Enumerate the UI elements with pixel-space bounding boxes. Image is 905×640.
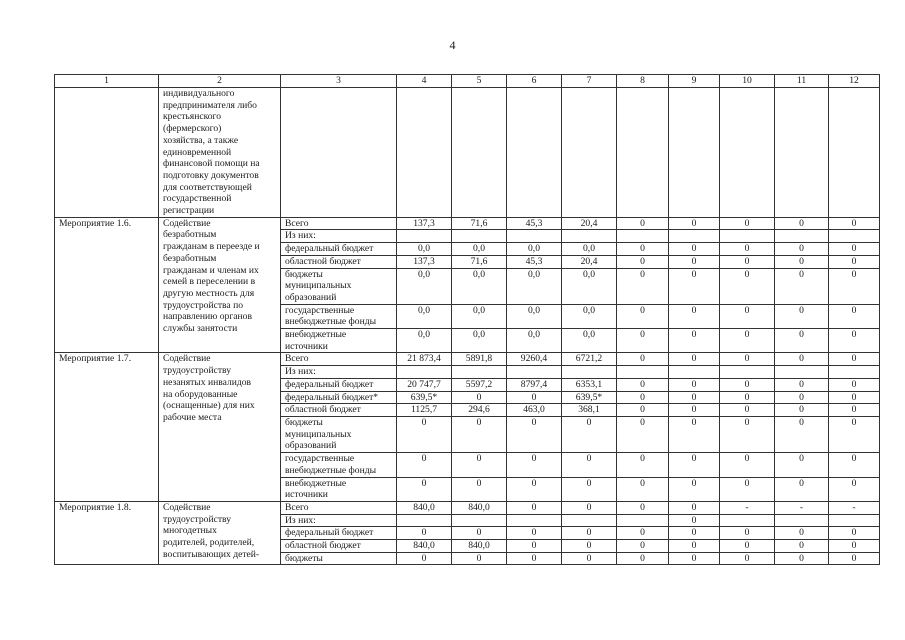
value-cell: 0 (829, 304, 880, 328)
value-cell: 0 (720, 243, 775, 256)
value-cell: 0 (829, 391, 880, 404)
value-cell: 0 (720, 268, 775, 304)
value-cell: 0 (829, 217, 880, 230)
value-cell (397, 366, 452, 379)
value-cell (720, 88, 775, 218)
funding-source-cell: внебюджетные источники (281, 477, 397, 501)
value-cell: 0 (669, 243, 720, 256)
value-cell: 0 (397, 453, 452, 477)
value-cell: 0 (775, 243, 829, 256)
value-cell (669, 366, 720, 379)
column-header: 5 (452, 75, 507, 88)
column-header: 9 (669, 75, 720, 88)
value-cell: 0 (829, 527, 880, 540)
value-cell: 0 (562, 552, 617, 565)
value-cell: 0 (562, 477, 617, 501)
funding-source-cell: Из них: (281, 514, 397, 527)
value-cell: 0,0 (507, 268, 562, 304)
value-cell: 0 (829, 255, 880, 268)
value-cell: 0 (617, 304, 669, 328)
value-cell: 0 (452, 416, 507, 452)
column-header: 11 (775, 75, 829, 88)
value-cell (452, 230, 507, 243)
value-cell: 0 (720, 416, 775, 452)
value-cell: 0 (720, 378, 775, 391)
value-cell (452, 88, 507, 218)
value-cell: 6721,2 (562, 353, 617, 366)
value-cell: 0,0 (507, 329, 562, 353)
column-header-row (55, 75, 880, 88)
value-cell: 0 (775, 404, 829, 417)
value-cell: 0 (775, 304, 829, 328)
value-cell: 0 (775, 552, 829, 565)
budget-table (54, 74, 880, 565)
value-cell: 0 (829, 416, 880, 452)
value-cell: 0 (452, 477, 507, 501)
funding-source-cell: государственные внебюджетные фонды (281, 453, 397, 477)
value-cell: 0 (562, 453, 617, 477)
value-cell: - (829, 501, 880, 514)
funding-source-cell: федеральный бюджет* (281, 391, 397, 404)
value-cell: 0 (829, 268, 880, 304)
page-number: 4 (449, 38, 456, 52)
value-cell (452, 514, 507, 527)
value-cell: - (775, 501, 829, 514)
value-cell: 0 (617, 391, 669, 404)
funding-source-cell: Всего (281, 501, 397, 514)
funding-source-cell: бюджеты муниципальных образований (281, 416, 397, 452)
table-row (55, 353, 880, 366)
event-description-cell: Содействие трудоустройству многодетных родителей, родителей, воспитывающих детей- (159, 501, 281, 565)
value-cell: 0 (562, 527, 617, 540)
funding-source-cell: областной бюджет (281, 404, 397, 417)
value-cell: 0 (617, 453, 669, 477)
value-cell: 0,0 (562, 243, 617, 256)
column-header: 1 (55, 75, 159, 88)
value-cell: 0 (507, 527, 562, 540)
value-cell: 0 (617, 477, 669, 501)
value-cell (281, 88, 397, 218)
value-cell: 0 (720, 552, 775, 565)
table-row (55, 501, 880, 514)
column-header: 3 (281, 75, 397, 88)
value-cell (617, 88, 669, 218)
value-cell: 0 (452, 527, 507, 540)
column-header: 2 (159, 75, 281, 88)
value-cell: 0 (397, 477, 452, 501)
event-name-cell (55, 88, 159, 218)
value-cell (775, 514, 829, 527)
value-cell: 0 (669, 378, 720, 391)
value-cell: 0 (617, 255, 669, 268)
value-cell: 0,0 (397, 268, 452, 304)
event-description-cell: индивидуального предпринимателя либо крестьянского (фермерского) хозяйства, а также единовременной финансовой помощи на подготовку документов для соответствующей государственной регистрации (159, 88, 281, 218)
value-cell (775, 366, 829, 379)
funding-source-cell: внебюджетные источники (281, 329, 397, 353)
value-cell (720, 514, 775, 527)
value-cell (562, 88, 617, 218)
value-cell: 0 (507, 453, 562, 477)
value-cell: 0 (562, 416, 617, 452)
value-cell: 0 (720, 477, 775, 501)
value-cell: 0 (669, 391, 720, 404)
funding-source-cell: федеральный бюджет (281, 378, 397, 391)
value-cell: 0,0 (397, 304, 452, 328)
value-cell: 0 (669, 404, 720, 417)
value-cell (507, 366, 562, 379)
value-cell: 0 (507, 552, 562, 565)
value-cell (669, 88, 720, 218)
funding-source-cell: федеральный бюджет (281, 243, 397, 256)
funding-source-cell: государственные внебюджетные фонды (281, 304, 397, 328)
value-cell: 0 (829, 552, 880, 565)
value-cell: - (720, 501, 775, 514)
table-row (55, 88, 880, 218)
value-cell: 0 (617, 353, 669, 366)
value-cell (397, 514, 452, 527)
value-cell (720, 230, 775, 243)
value-cell: 0 (775, 391, 829, 404)
value-cell: 0,0 (397, 243, 452, 256)
value-cell: 71,6 (452, 255, 507, 268)
value-cell: 0 (669, 329, 720, 353)
value-cell: 0 (562, 501, 617, 514)
value-cell: 0 (829, 453, 880, 477)
value-cell: 0 (617, 329, 669, 353)
value-cell: 0 (617, 552, 669, 565)
value-cell: 0 (775, 268, 829, 304)
value-cell: 0 (829, 378, 880, 391)
value-cell: 0 (669, 501, 720, 514)
value-cell (829, 514, 880, 527)
value-cell: 0,0 (452, 304, 507, 328)
value-cell: 0 (829, 243, 880, 256)
value-cell: 0 (720, 404, 775, 417)
value-cell (397, 230, 452, 243)
value-cell: 0 (829, 540, 880, 553)
value-cell: 1125,7 (397, 404, 452, 417)
value-cell (507, 514, 562, 527)
value-cell: 45,3 (507, 255, 562, 268)
value-cell: 0 (507, 540, 562, 553)
value-cell: 0 (669, 268, 720, 304)
column-header: 10 (720, 75, 775, 88)
value-cell: 0 (507, 391, 562, 404)
funding-source-cell: Всего (281, 353, 397, 366)
value-cell: 0 (397, 527, 452, 540)
value-cell: 0 (720, 391, 775, 404)
value-cell (617, 514, 669, 527)
value-cell: 0 (775, 329, 829, 353)
value-cell (829, 88, 880, 218)
value-cell: 6353,1 (562, 378, 617, 391)
value-cell: 0 (829, 329, 880, 353)
value-cell: 0 (507, 477, 562, 501)
value-cell (507, 88, 562, 218)
funding-source-cell: федеральный бюджет (281, 527, 397, 540)
value-cell: 0 (617, 416, 669, 452)
value-cell: 0 (617, 243, 669, 256)
value-cell: 21 873,4 (397, 353, 452, 366)
funding-source-cell: бюджеты муниципальных образований (281, 268, 397, 304)
value-cell: 20,4 (562, 255, 617, 268)
value-cell: 0 (775, 540, 829, 553)
value-cell: 0 (397, 552, 452, 565)
value-cell (775, 88, 829, 218)
value-cell: 0 (720, 527, 775, 540)
value-cell: 0 (617, 404, 669, 417)
funding-source-cell: бюджеты (281, 552, 397, 565)
value-cell: 9260,4 (507, 353, 562, 366)
value-cell: 0 (669, 540, 720, 553)
event-name-cell: Мероприятие 1.7. (55, 353, 159, 501)
value-cell: 5891,8 (452, 353, 507, 366)
funding-source-cell: областной бюджет (281, 255, 397, 268)
funding-source-cell: Из них: (281, 230, 397, 243)
value-cell: 0 (829, 353, 880, 366)
value-cell: 0,0 (562, 268, 617, 304)
funding-source-cell: Всего (281, 217, 397, 230)
table-body (55, 75, 880, 565)
value-cell (562, 230, 617, 243)
value-cell (775, 230, 829, 243)
value-cell: 0 (617, 501, 669, 514)
value-cell: 0 (775, 353, 829, 366)
event-name-cell: Мероприятие 1.6. (55, 217, 159, 353)
value-cell: 0,0 (507, 243, 562, 256)
value-cell: 639,5* (397, 391, 452, 404)
value-cell (562, 366, 617, 379)
value-cell: 0 (669, 255, 720, 268)
value-cell: 0 (669, 477, 720, 501)
column-header: 6 (507, 75, 562, 88)
value-cell: 0,0 (562, 304, 617, 328)
value-cell: 840,0 (452, 501, 507, 514)
value-cell: 0 (775, 527, 829, 540)
value-cell: 0,0 (452, 329, 507, 353)
value-cell: 0 (669, 527, 720, 540)
value-cell: 8797,4 (507, 378, 562, 391)
value-cell: 0,0 (507, 304, 562, 328)
value-cell: 0 (669, 416, 720, 452)
value-cell: 0 (617, 217, 669, 230)
value-cell: 0 (507, 501, 562, 514)
value-cell: 368,1 (562, 404, 617, 417)
value-cell: 0 (507, 416, 562, 452)
value-cell: 20 747,7 (397, 378, 452, 391)
value-cell: 0 (829, 404, 880, 417)
value-cell: 137,3 (397, 255, 452, 268)
value-cell: 0 (829, 477, 880, 501)
event-name-cell: Мероприятие 1.8. (55, 501, 159, 565)
column-header: 7 (562, 75, 617, 88)
value-cell: 840,0 (452, 540, 507, 553)
value-cell (397, 88, 452, 218)
value-cell: 0,0 (562, 329, 617, 353)
value-cell: 0 (720, 540, 775, 553)
value-cell: 0 (775, 378, 829, 391)
value-cell: 0 (669, 304, 720, 328)
funding-source-cell: областной бюджет (281, 540, 397, 553)
value-cell: 0 (775, 255, 829, 268)
value-cell: 5597,2 (452, 378, 507, 391)
column-header: 4 (397, 75, 452, 88)
column-header: 12 (829, 75, 880, 88)
value-cell (829, 366, 880, 379)
value-cell: 137,3 (397, 217, 452, 230)
value-cell: 0 (775, 453, 829, 477)
value-cell: 0 (720, 453, 775, 477)
value-cell: 840,0 (397, 501, 452, 514)
column-header: 8 (617, 75, 669, 88)
value-cell: 0 (452, 552, 507, 565)
value-cell: 0 (452, 453, 507, 477)
value-cell: 0 (669, 514, 720, 527)
value-cell: 20,4 (562, 217, 617, 230)
value-cell: 840,0 (397, 540, 452, 553)
value-cell: 639,5* (562, 391, 617, 404)
value-cell: 0 (720, 329, 775, 353)
value-cell: 0 (669, 353, 720, 366)
value-cell: 0 (775, 217, 829, 230)
value-cell: 0 (669, 453, 720, 477)
value-cell: 0 (775, 477, 829, 501)
value-cell: 0 (397, 416, 452, 452)
table-row (55, 217, 880, 230)
value-cell: 71,6 (452, 217, 507, 230)
value-cell: 0 (617, 527, 669, 540)
value-cell (617, 230, 669, 243)
value-cell: 0 (720, 304, 775, 328)
value-cell: 0 (617, 378, 669, 391)
value-cell (507, 230, 562, 243)
value-cell: 0 (617, 268, 669, 304)
value-cell: 0,0 (452, 268, 507, 304)
value-cell (669, 230, 720, 243)
value-cell: 0 (562, 540, 617, 553)
value-cell (452, 366, 507, 379)
value-cell: 0,0 (452, 243, 507, 256)
value-cell: 0 (452, 391, 507, 404)
value-cell (617, 366, 669, 379)
value-cell (720, 366, 775, 379)
event-description-cell: Содействие безработным гражданам в переезде и безработным гражданам и членам их семей в переселении в другую местность для трудоустройства по направлению органов службы занятости (159, 217, 281, 353)
funding-source-cell: Из них: (281, 366, 397, 379)
value-cell: 0 (617, 540, 669, 553)
event-description-cell: Содействие трудоустройству незанятых инвалидов на оборудованные (оснащенные) для них рабочие места (159, 353, 281, 501)
value-cell: 0 (720, 217, 775, 230)
value-cell: 0 (669, 552, 720, 565)
value-cell (829, 230, 880, 243)
value-cell: 463,0 (507, 404, 562, 417)
value-cell: 0 (775, 416, 829, 452)
value-cell: 0 (720, 353, 775, 366)
value-cell: 0 (720, 255, 775, 268)
value-cell: 294,6 (452, 404, 507, 417)
value-cell: 0,0 (397, 329, 452, 353)
value-cell (562, 514, 617, 527)
value-cell: 0 (669, 217, 720, 230)
value-cell: 45,3 (507, 217, 562, 230)
